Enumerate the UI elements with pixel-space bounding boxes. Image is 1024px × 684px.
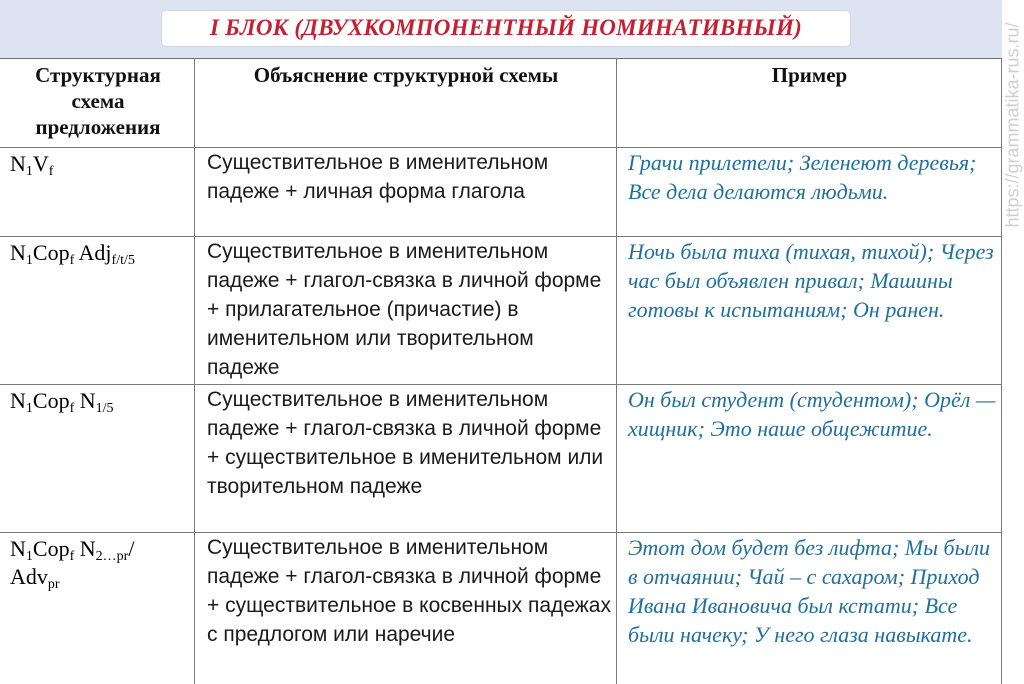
schema-formula <box>10 150 192 234</box>
formula-subscript: f <box>69 401 75 416</box>
formula-symbol: N <box>10 151 26 176</box>
formula-symbol: N <box>74 536 96 561</box>
formula-symbol: V <box>32 151 49 176</box>
schema-explanation: Существительное в именительном падеже + глагол-связка в личной форме + существительное в именительном или творительном падеже <box>207 388 604 498</box>
formula-subscript: f/t/5 <box>111 253 135 268</box>
schema-example: Ночь была тиха (тихая, тихой); Через час был объявлен привал; Машины готовы к испытаниям; Он ранен. <box>628 239 994 322</box>
title-band <box>0 0 1002 59</box>
structure-table <box>0 58 1002 684</box>
schema-example: Грачи прилетели; Зеленеют деревья; Все дела делаются людьми. <box>628 150 977 204</box>
watermark-url: https://grammatika-rus.ru/ <box>1002 22 1023 228</box>
table-divider <box>194 58 195 684</box>
formula-subscript: 1 <box>25 253 33 268</box>
schema-explanation: Существительное в именительном падеже + глагол-связка в личной форме + прилагательное (причастие) в именительном или творительном падеже <box>207 240 602 379</box>
schema-formula <box>10 239 192 379</box>
formula-symbol: Cop <box>32 388 70 413</box>
formula-symbol: N <box>10 536 26 561</box>
formula-subscript: f <box>69 253 75 268</box>
slide-title: I БЛОК (ДВУХКОМПОНЕНТНЫЙ НОМИНАТИВНЫЙ) <box>209 15 803 40</box>
schema-example: Этот дом будет без лифта; Мы были в отчаянии; Чай – с сахаром; Приход Ивана Ивановича был кстати; Все были начеку; У него глаза навыкате. <box>628 535 991 647</box>
schema-explanation: Существительное в именительном падеже + глагол-связка в личной форме + существительное в косвенных падежах с предлогом или наречие <box>207 536 611 646</box>
formula-symbol: / <box>128 536 135 561</box>
formula-subscript: f <box>48 164 54 179</box>
formula-symbol: N <box>10 388 26 413</box>
schema-explanation: Существительное в именительном падеже + личная форма глагола <box>207 151 549 203</box>
title-box <box>162 11 850 46</box>
formula-symbol: Cop <box>32 536 70 561</box>
table-divider <box>616 58 617 684</box>
formula-subscript: pr <box>47 577 60 592</box>
header-schema: Структурная схема предложения <box>35 63 161 139</box>
formula-symbol: N <box>74 388 96 413</box>
formula-subscript: 1 <box>25 401 33 416</box>
watermark-strip <box>1002 0 1024 684</box>
formula-subscript: 2…pr <box>95 549 129 564</box>
formula-subscript: 1 <box>25 549 33 564</box>
formula-subscript: f <box>69 549 75 564</box>
formula-symbol: Adv <box>10 564 48 589</box>
schema-formula <box>10 535 192 675</box>
header-example: Пример <box>771 63 848 87</box>
schema-formula <box>10 387 192 527</box>
formula-subscript: 1/5 <box>95 401 114 416</box>
formula-symbol: Cop <box>32 240 70 265</box>
schema-example: Он был студент (студентом); Орёл — хищник; Это наше общежитие. <box>628 387 996 441</box>
formula-symbol: Adj <box>74 240 112 265</box>
formula-symbol: N <box>10 240 26 265</box>
formula-subscript: 1 <box>25 164 33 179</box>
header-explanation: Объяснение структурной схемы <box>253 63 559 87</box>
